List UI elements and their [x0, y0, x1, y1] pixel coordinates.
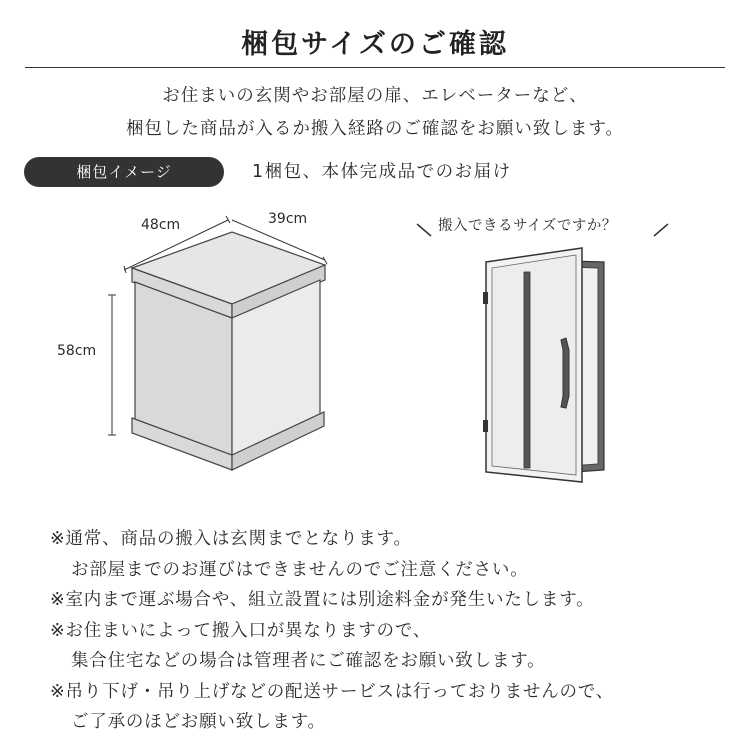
door-illustration [483, 248, 604, 482]
page-title: 梱包サイズのご確認 [241, 29, 509, 60]
package-box-illustration [0, 200, 750, 500]
package-image-badge: 梱包イメージ [24, 157, 224, 187]
intro-text [0, 80, 750, 146]
intro-line: お住まいの玄関やお部屋の扉、エレベーターなど、 [162, 86, 588, 106]
note-line: ご了承のほどお願い致します。 [71, 712, 326, 732]
note-line: ※お住まいによって搬入口が異なりますので、 [50, 620, 432, 641]
note-line: ※室内まで運ぶ場合や、組立設置には別途料金が発生いたします。 [50, 590, 595, 610]
note-line: お部屋までのお運びはできませんのでご注意ください。 [71, 559, 529, 580]
package-box [132, 232, 325, 470]
note-line: 集合住宅などの場合は管理者にご確認をお願い致します。 [71, 651, 546, 671]
title-divider [25, 67, 725, 68]
width-label: 48cm [141, 217, 181, 233]
door-caption: 搬入できるサイズですか？ [438, 218, 617, 234]
note-line: ※吊り下げ・吊り上げなどの配送サービスは行っておりませんので、 [50, 681, 615, 702]
package-caption: 1梱包、本体完成品でのお届け [252, 162, 512, 182]
depth-label: 39cm [268, 211, 308, 227]
note-line: ※通常、商品の搬入は玄関までとなります。 [50, 529, 412, 549]
notes-list [50, 524, 614, 738]
intro-line: 梱包した商品が入るか搬入経路のご確認をお願い致します。 [125, 119, 625, 139]
height-label: 58cm [57, 343, 97, 359]
